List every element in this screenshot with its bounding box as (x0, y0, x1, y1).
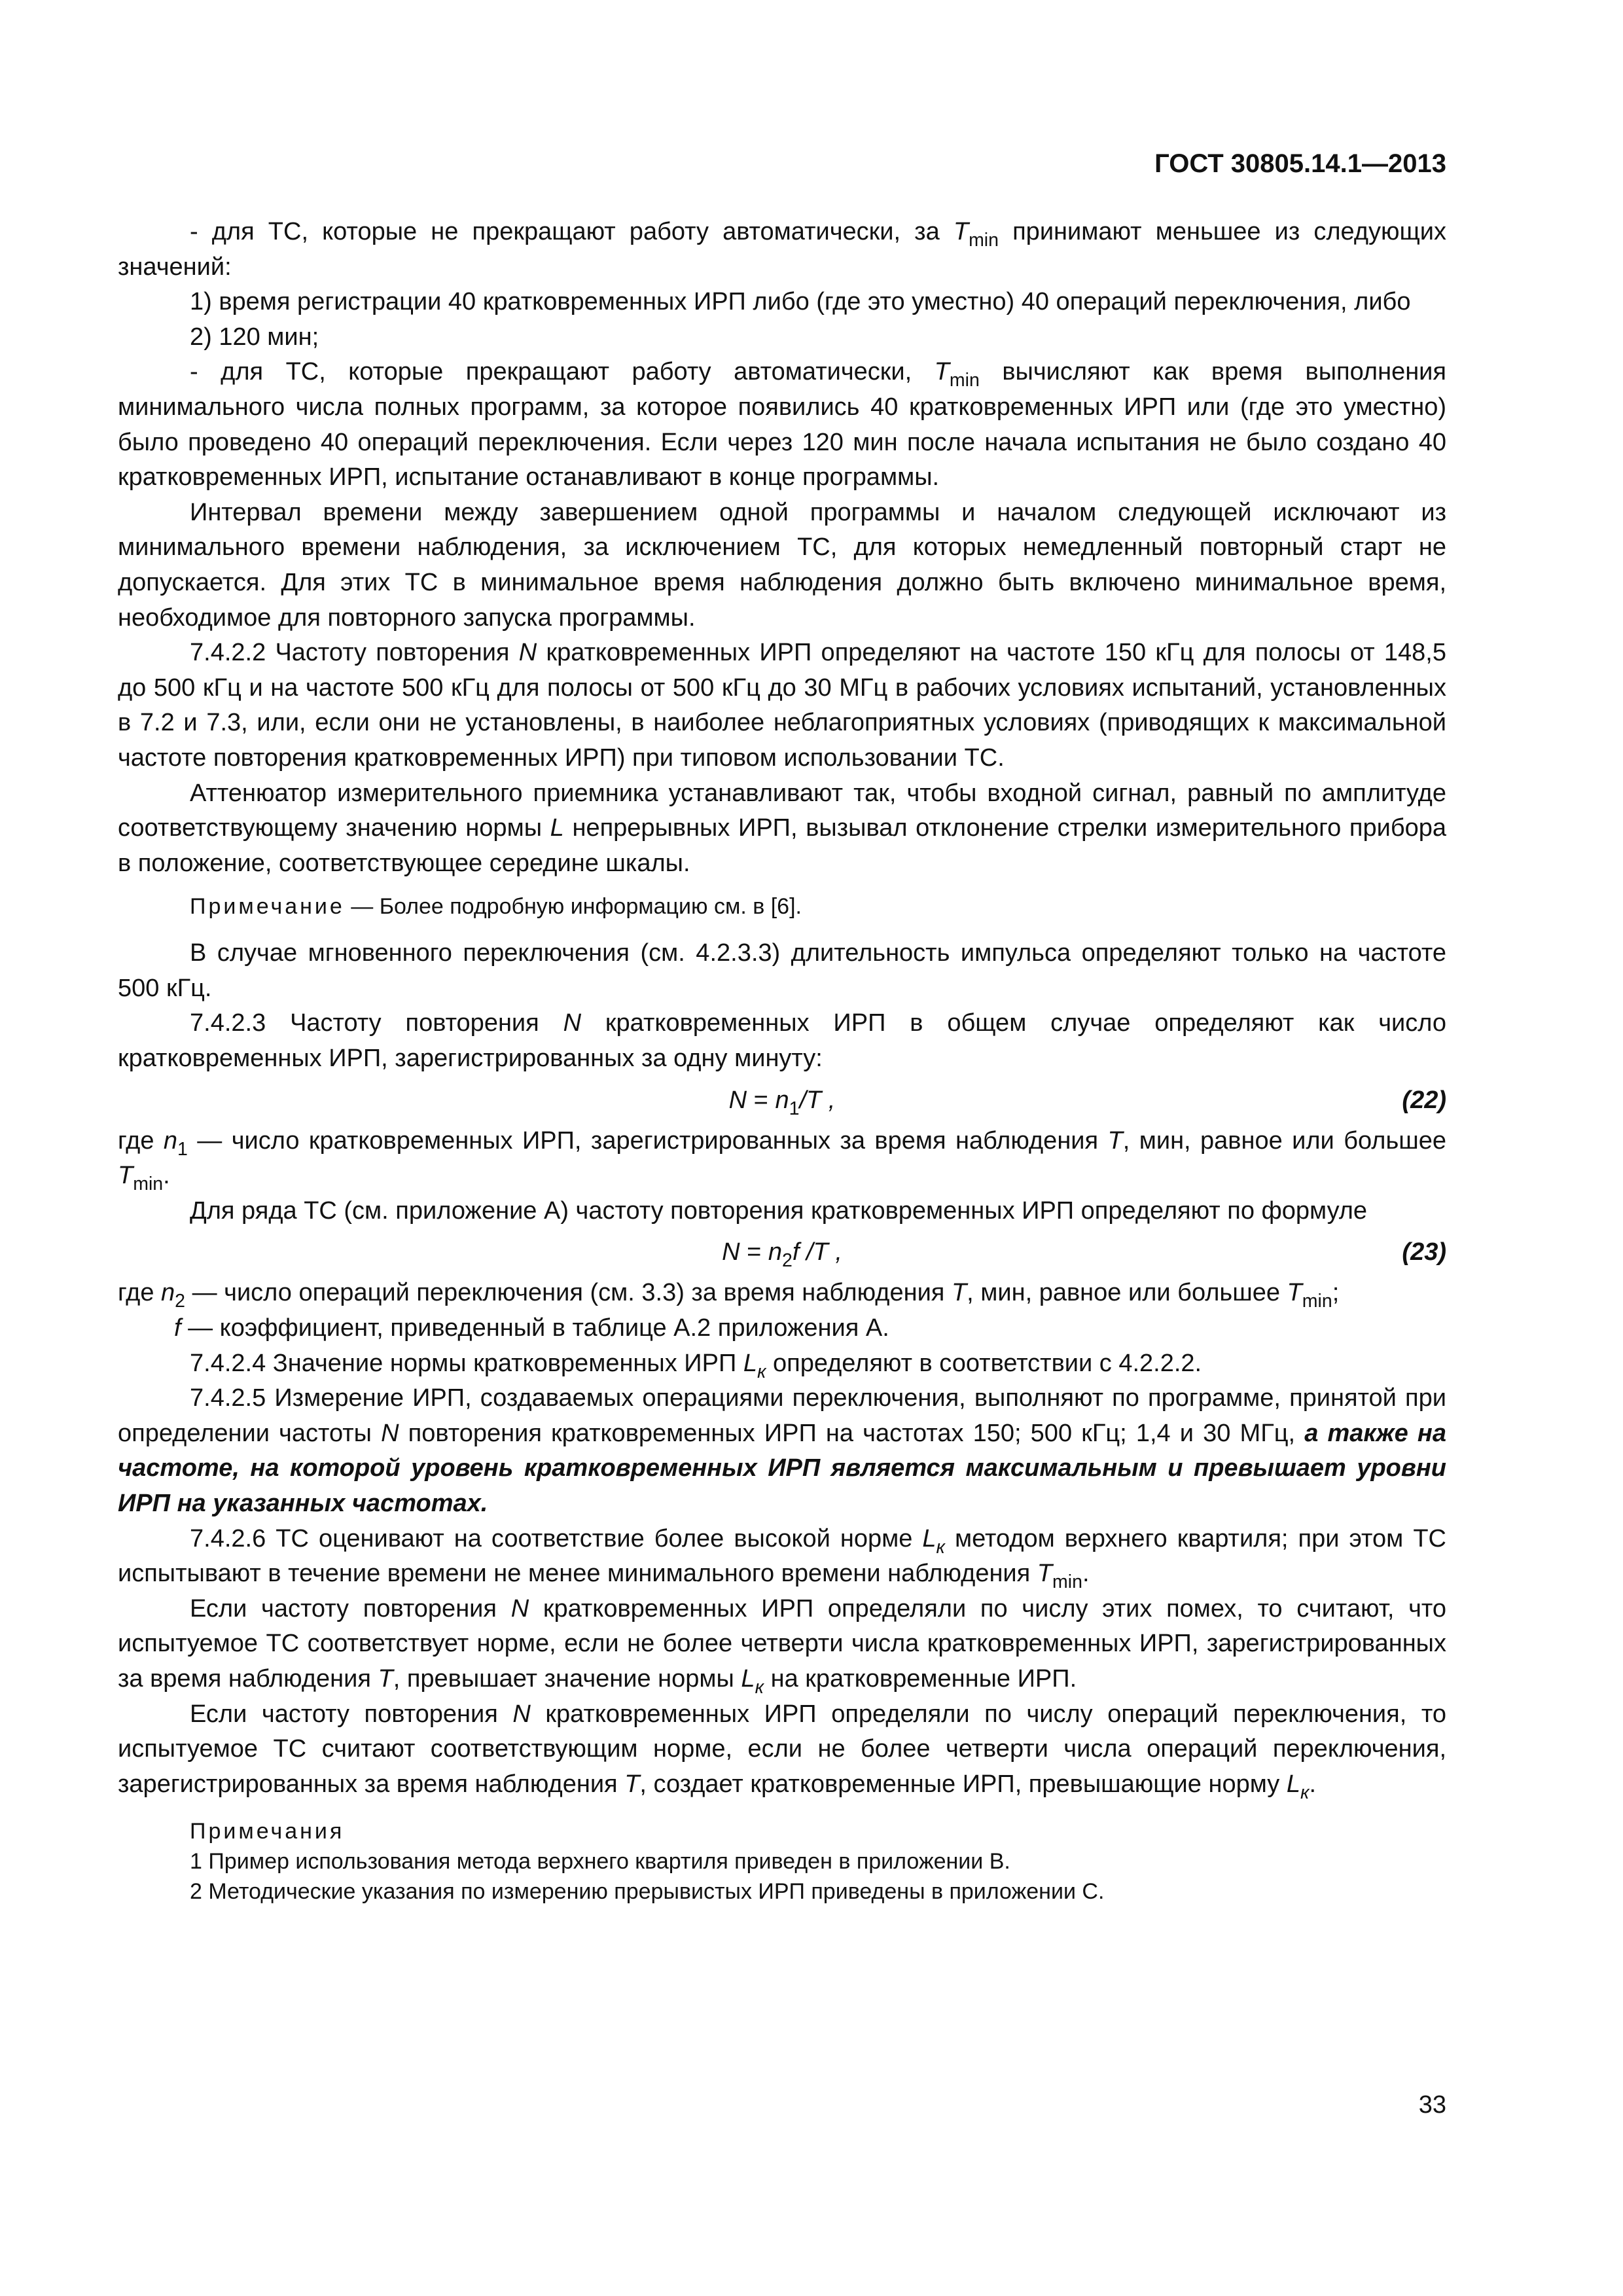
document-header: ГОСТ 30805.14.1—2013 (1154, 149, 1446, 178)
note: Примечание — Более подробную информацию см. в [6]. (190, 894, 802, 920)
paragraph: где $n_2$ — число операций переключения (см. 3.3) за время наблюдения T, мин, равное или большее $T_{min}$; (118, 1279, 1340, 1312)
paragraph: - для ТС, которые не прекращают работу автоматически, за $T_{min}$ принимают меньшее из следующих значений: (118, 218, 1446, 281)
paragraph: Для ряда ТС (см. приложение А) частоту повторения кратковременных ИРП определяют по формуле (190, 1196, 1368, 1225)
paragraph: f — коэффициент, приведенный в таблице А.2 приложения А. (174, 1314, 889, 1342)
paragraph-7-4-2-2: 7.4.2.2 Частоту повторения N кратковременных ИРП определяют на частоте 150 кГц для полосы от 148,5 до 500 кГц и на частоте 500 кГц для полосы от 500 кГц до 30 МГц в рабочих условиях испытаний, установленных в 7.2 и 7.3, или, если они не установлены, в наиболее неблагоприятных условиях (приводящих к максимальной частоте повторения кратковременных ИРП) при типовом использовании ТС. (118, 639, 1446, 772)
formula-23: $N = n_2f$ /T , (23) (118, 1229, 1446, 1276)
document-page (118, 0, 1446, 2296)
note-item: 1 Пример использования метода верхнего квартиля приведен в приложении В. (190, 1849, 1010, 1874)
paragraph-7-4-2-5: 7.4.2.5 Измерение ИРП, создаваемых операциями переключения, выполняют по программе, принятой при определении частоты N повторения кратковременных ИРП на частотах 150; 500 кГц; 1,4 и 30 МГц, а также на частоте, на которой уровень кратковременных ИРП является максимальным и превышает уровни ИРП на указанных частотах. (118, 1384, 1446, 1517)
paragraph: 2) 120 мин; (190, 323, 319, 351)
paragraph: Интервал времени между завершением одной программы и началом следующей исключают из минимального времени наблюдения, за исключением ТС, для которых немедленный повторный старт не допускается. Для этих ТС в минимальное время наблюдения должно быть включено минимальное время, необходимое для повторного запуска программы. (118, 498, 1446, 632)
paragraph-7-4-2-3: 7.4.2.3 Частоту повторения N кратковременных ИРП в общем случае определяют как число кратковременных ИРП, зарегистрированных за одну минуту: (118, 1009, 1446, 1073)
formula-number: (22) (1402, 1086, 1446, 1114)
formula-number: (23) (1402, 1238, 1446, 1266)
paragraph-7-4-2-6: 7.4.2.6 ТС оценивают на соответствие более высокой норме $L_к$ методом верхнего квартиля; при этом ТС испытывают в течение времени не менее минимального времени наблюдения $T_{min}$. (118, 1524, 1446, 1593)
paragraph-7-4-2-4: 7.4.2.4 Значение нормы кратковременных ИРП $L_к$ определяют в соответствии с 4.2.2.2. (190, 1349, 1202, 1382)
paragraph: Если частоту повторения N кратковременных ИРП определяли по числу этих помех, то считают, что испытуемое ТС соответствует норме, если не более четверти числа кратковременных ИРП, зарегистрированных за время наблюдения T, превышает значение нормы $L_к$ на кратковременные ИРП. (118, 1594, 1446, 1698)
paragraph: - для ТС, которые прекращают работу автоматически, $T_{min}$ вычисляют как время выполнения минимального числа полных программ, за которое появились 40 кратковременных ИРП или (где это уместно) было проведено 40 операций переключения. Если через 120 мин после начала испытания не было создано 40 кратковременных ИРП, испытание останавливают в конце программы. (118, 358, 1446, 492)
paragraph: где $n_1$ — число кратковременных ИРП, зарегистрированных за время наблюдения T, мин, равное или большее $T_{min}$. (118, 1126, 1446, 1195)
paragraph: Если частоту повторения N кратковременных ИРП определяли по числу операций переключения, то испытуемое ТС считают соответствующим норме, если не более четверти числа операций переключения, зарегистрированных за время наблюдения T, создает кратковременные ИРП, превышающие норму $L_к$. (118, 1700, 1446, 1803)
notes-heading: Примечания (190, 1819, 345, 1844)
paragraph: Аттенюатор измерительного приемника устанавливают так, чтобы входной сигнал, равный по амплитуде соответствующему значению нормы L непрерывных ИРП, вызывал отклонение стрелки измерительного прибора в положение, соответствующее середине шкалы. (118, 779, 1446, 877)
formula-22: $N = n_1/T$ , (22) (118, 1077, 1446, 1124)
paragraph: 1) время регистрации 40 кратковременных ИРП либо (где это уместно) 40 операций переключения, либо (190, 288, 1411, 316)
paragraph: В случае мгновенного переключения (см. 4.2.3.3) длительность импульса определяют только на частоте 500 кГц. (118, 939, 1446, 1002)
document-body (118, 215, 1446, 1907)
note-item: 2 Методические указания по измерению прерывистых ИРП приведены в приложении С. (190, 1879, 1105, 1905)
page-number: 33 (1418, 2091, 1446, 2119)
